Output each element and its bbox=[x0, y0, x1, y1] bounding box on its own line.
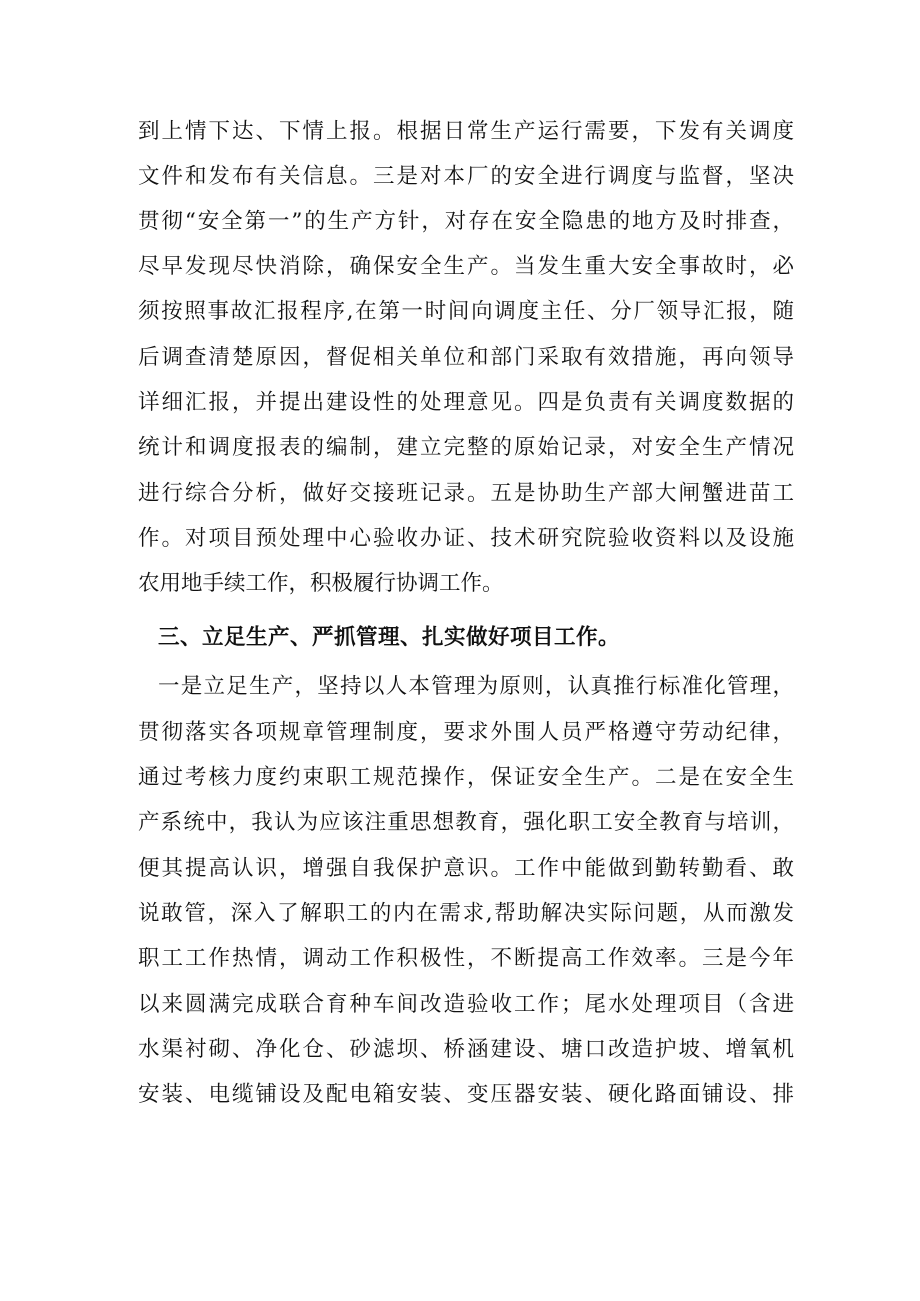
section-heading: 三、立足生产、严抓管理、扎实做好项目工作。 bbox=[158, 625, 621, 650]
body-text-line: 农用地手续工作，积极履行协调工作。 bbox=[138, 571, 504, 596]
body-text-line: 贯彻落实各项规章管理制度，要求外围人员严格遵守劳动纪律， bbox=[138, 720, 794, 745]
body-text-line: 进行综合分析，做好交接班记录。五是协助生产部大闸蟹进苗工 bbox=[138, 481, 794, 506]
body-text-line: 说敢管，深入了解职工的内在需求,帮助解决实际问题，从而激发 bbox=[138, 901, 794, 926]
body-text-line: 到上情下达、下情上报。根据日常生产运行需要，下发有关调度 bbox=[138, 119, 794, 144]
body-text-line: 详细汇报，并提出建设性的处理意见。四是负责有关调度数据的 bbox=[138, 390, 794, 415]
body-text-line: 后调查清楚原因，督促相关单位和部门采取有效措施，再向领导 bbox=[138, 345, 794, 370]
body-text-line: 以来圆满完成联合育种车间改造验收工作；尾水处理项目（含进 bbox=[138, 992, 794, 1017]
body-text-line: 水渠衬砌、净化仓、砂滤坝、桥涵建设、塘口改造护坡、增氧机 bbox=[138, 1037, 794, 1062]
body-text-line: 作。对项目预处理中心验收办证、技术研究院验收资料以及设施 bbox=[138, 526, 794, 551]
body-text-line: 职工工作热情，调动工作积极性，不断提高工作效率。三是今年 bbox=[138, 946, 794, 971]
body-text-line: 一是立足生产，坚持以人本管理为原则，认真推行标准化管理， bbox=[158, 674, 794, 699]
body-text-line: 通过考核力度约束职工规范操作，保证安全生产。二是在安全生 bbox=[138, 765, 794, 790]
body-text-line: 安装、电缆铺设及配电箱安装、变压器安装、硬化路面铺设、排 bbox=[138, 1082, 794, 1107]
body-text-line: 便其提高认识，增强自我保护意识。工作中能做到勤转勤看、敢 bbox=[138, 856, 794, 881]
body-text-line: 须按照事故汇报程序,在第一时间向调度主任、分厂领导汇报，随 bbox=[138, 299, 794, 324]
body-text-line: 产系统中，我认为应该注重思想教育，强化职工安全教育与培训， bbox=[138, 810, 794, 835]
body-text-line: 统计和调度报表的编制，建立完整的原始记录，对安全生产情况 bbox=[138, 435, 794, 460]
body-text-line: 贯彻“安全第一”的生产方针，对存在安全隐患的地方及时排查， bbox=[138, 209, 794, 234]
body-text-line: 文件和发布有关信息。三是对本厂的安全进行调度与监督，坚决 bbox=[138, 164, 794, 189]
body-text-line: 尽早发现尽快消除，确保安全生产。当发生重大安全事故时，必 bbox=[138, 254, 794, 279]
